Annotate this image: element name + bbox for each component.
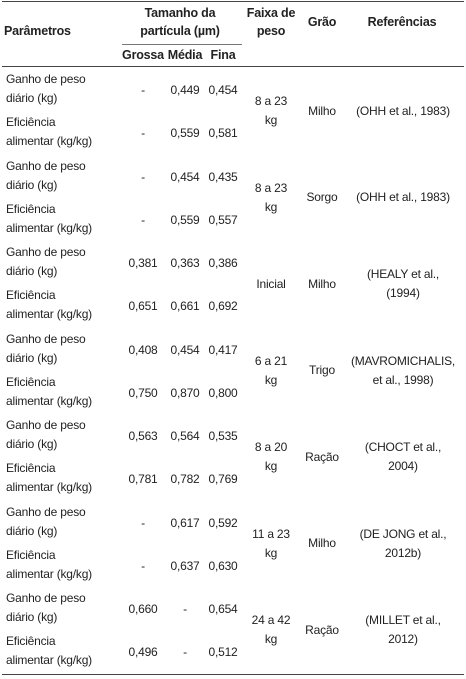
eficiencia-alimentar-label-line2: alimentar (kg/kg) bbox=[6, 653, 92, 668]
header-faixa-line2: peso bbox=[256, 24, 286, 38]
faixa-line1: 24 a 42 bbox=[251, 613, 291, 628]
value-grossa: - bbox=[141, 169, 145, 184]
value-grossa: - bbox=[141, 126, 145, 141]
faixa-line1: 6 a 21 bbox=[254, 353, 288, 368]
eficiencia-alimentar-label-line2: alimentar (kg/kg) bbox=[6, 393, 92, 408]
ganho-de-peso-label-line1: Ganho de peso bbox=[6, 504, 86, 519]
ganho-de-peso-label-line1: Ganho de peso bbox=[6, 72, 86, 86]
value-media: 0,363 bbox=[170, 256, 200, 271]
bottom-rule bbox=[2, 674, 464, 675]
value-media: 0,454 bbox=[170, 342, 200, 357]
faixa-line2: kg bbox=[264, 199, 278, 214]
value-grossa: 0,408 bbox=[128, 342, 158, 357]
value-media: 0,454 bbox=[170, 169, 200, 184]
eficiencia-alimentar-label-line2: alimentar (kg/kg) bbox=[6, 134, 92, 149]
ganho-de-peso-label-line2: diário (kg) bbox=[6, 91, 58, 105]
value-grossa: 0,563 bbox=[128, 429, 158, 444]
ganho-de-peso-label-line2: diário (kg) bbox=[6, 177, 58, 192]
referencia-line2: 2004) bbox=[388, 459, 418, 474]
value-fina: 0,435 bbox=[208, 169, 238, 184]
value-media: - bbox=[183, 645, 187, 660]
value-media: 0,661 bbox=[170, 299, 200, 314]
referencia-line2: et al., 1998) bbox=[372, 372, 434, 387]
ganho-de-peso-label-line1: Ganho de peso bbox=[6, 418, 86, 432]
eficiencia-alimentar-label-line1: Eficiência bbox=[6, 634, 56, 649]
grao: Milho bbox=[308, 103, 336, 118]
value-fina: 0,386 bbox=[208, 256, 238, 271]
referencia-line2: (1994) bbox=[386, 286, 420, 301]
subheader-rule bbox=[122, 44, 242, 45]
grao: Trigo bbox=[309, 363, 335, 378]
grao: Milho bbox=[308, 536, 336, 551]
value-fina: 0,654 bbox=[208, 602, 238, 617]
value-fina: 0,769 bbox=[208, 472, 238, 487]
header-faixa-line1: Faixa de bbox=[246, 6, 296, 20]
header-fina: Fina bbox=[210, 48, 236, 62]
value-grossa: 0,781 bbox=[128, 472, 158, 487]
value-grossa: 0,651 bbox=[128, 299, 158, 314]
value-grossa: - bbox=[141, 515, 145, 530]
value-grossa: - bbox=[141, 212, 145, 227]
header-tamanho-line1: Tamanho da bbox=[144, 6, 216, 20]
value-grossa: 0,496 bbox=[128, 645, 158, 660]
eficiencia-alimentar-label-line1: Eficiência bbox=[6, 201, 56, 216]
header-grao: Grão bbox=[307, 15, 337, 29]
faixa-line2: kg bbox=[264, 459, 278, 474]
header-bottom-rule bbox=[2, 66, 464, 67]
value-media: 0,449 bbox=[170, 83, 200, 98]
value-grossa: 0,660 bbox=[128, 602, 158, 617]
value-grossa: 0,381 bbox=[128, 256, 158, 271]
value-fina: 0,417 bbox=[208, 342, 238, 357]
header-grossa: Grossa bbox=[122, 48, 164, 62]
referencia-line1: (MILLET et al., bbox=[365, 613, 441, 628]
value-grossa: - bbox=[141, 83, 145, 98]
eficiencia-alimentar-label-line1: Eficiência bbox=[6, 115, 56, 130]
top-rule bbox=[2, 1, 464, 2]
value-fina: 0,512 bbox=[208, 645, 238, 660]
value-fina: 0,630 bbox=[208, 558, 238, 573]
eficiencia-alimentar-label-line2: alimentar (kg/kg) bbox=[6, 220, 92, 235]
eficiencia-alimentar-label-line2: alimentar (kg/kg) bbox=[6, 566, 92, 581]
value-fina: 0,692 bbox=[208, 299, 238, 314]
referencia-line1: (HEALY et al., bbox=[366, 267, 440, 282]
header-tamanho-line2: partícula (µm) bbox=[140, 24, 220, 38]
referencia-line2: 2012) bbox=[388, 632, 418, 647]
header-parametros: Parâmetros bbox=[4, 24, 71, 38]
ganho-de-peso-label-line2: diário (kg) bbox=[6, 350, 58, 365]
ganho-de-peso-label-line1: Ganho de peso bbox=[6, 591, 86, 605]
faixa-line2: kg bbox=[264, 632, 278, 647]
eficiencia-alimentar-label-line1: Eficiência bbox=[6, 547, 56, 562]
faixa-line1: 8 a 23 bbox=[254, 180, 288, 195]
value-media: 0,559 bbox=[170, 126, 200, 141]
value-media: 0,617 bbox=[170, 515, 200, 530]
value-fina: 0,581 bbox=[208, 126, 238, 141]
referencia-line1: (DE JONG et al., bbox=[359, 526, 447, 541]
value-media: - bbox=[183, 602, 187, 617]
referencia-line2: 2012b) bbox=[384, 545, 422, 560]
value-media: 0,782 bbox=[170, 472, 200, 487]
value-media: 0,637 bbox=[170, 558, 200, 573]
value-grossa: - bbox=[141, 558, 145, 573]
header-referencias: Referências bbox=[367, 15, 437, 29]
referencia-line1: (CHOCT et al., bbox=[364, 440, 442, 455]
header-media: Média bbox=[167, 48, 203, 62]
value-grossa: 0,750 bbox=[128, 385, 158, 400]
value-fina: 0,592 bbox=[208, 515, 238, 530]
value-media: 0,564 bbox=[170, 429, 200, 444]
faixa-line2: kg bbox=[264, 545, 278, 560]
ganho-de-peso-label-line1: Ganho de peso bbox=[6, 331, 86, 346]
eficiencia-alimentar-label-line1: Eficiência bbox=[6, 374, 56, 389]
value-fina: 0,454 bbox=[208, 83, 238, 98]
referencia-line1: (MAVROMICHALIS, bbox=[350, 353, 456, 368]
value-media: 0,870 bbox=[170, 385, 200, 400]
ganho-de-peso-label-line1: Ganho de peso bbox=[6, 245, 86, 259]
faixa-line2: kg bbox=[264, 372, 278, 387]
ganho-de-peso-label-line2: diário (kg) bbox=[6, 437, 58, 451]
faixa-line1: 8 a 23 bbox=[254, 94, 288, 109]
referencia-line1: (OHH et al., 1983) bbox=[356, 103, 450, 118]
grao: Ração bbox=[305, 449, 339, 464]
grao: Milho bbox=[308, 276, 336, 291]
ganho-de-peso-label-line2: diário (kg) bbox=[6, 264, 58, 278]
faixa-line2: kg bbox=[264, 113, 278, 128]
value-fina: 0,535 bbox=[208, 429, 238, 444]
eficiencia-alimentar-label-line2: alimentar (kg/kg) bbox=[6, 480, 92, 495]
grao: Ração bbox=[305, 622, 339, 637]
ganho-de-peso-label-line2: diário (kg) bbox=[6, 523, 58, 538]
grao: Sorgo bbox=[306, 190, 338, 205]
ganho-de-peso-label-line2: diário (kg) bbox=[6, 610, 58, 624]
value-fina: 0,557 bbox=[208, 212, 238, 227]
faixa-line1: 11 a 23 bbox=[252, 526, 290, 541]
referencia-line1: (OHH et al., 1983) bbox=[356, 190, 450, 205]
ganho-de-peso-label-line1: Ganho de peso bbox=[6, 158, 86, 173]
eficiencia-alimentar-label-line1: Eficiência bbox=[6, 461, 56, 476]
eficiencia-alimentar-label-line1: Eficiência bbox=[6, 288, 56, 303]
faixa-line1: Inicial bbox=[256, 276, 286, 291]
value-media: 0,559 bbox=[170, 212, 200, 227]
value-fina: 0,800 bbox=[208, 385, 238, 400]
eficiencia-alimentar-label-line2: alimentar (kg/kg) bbox=[6, 307, 92, 322]
faixa-line1: 8 a 20 bbox=[254, 440, 288, 455]
